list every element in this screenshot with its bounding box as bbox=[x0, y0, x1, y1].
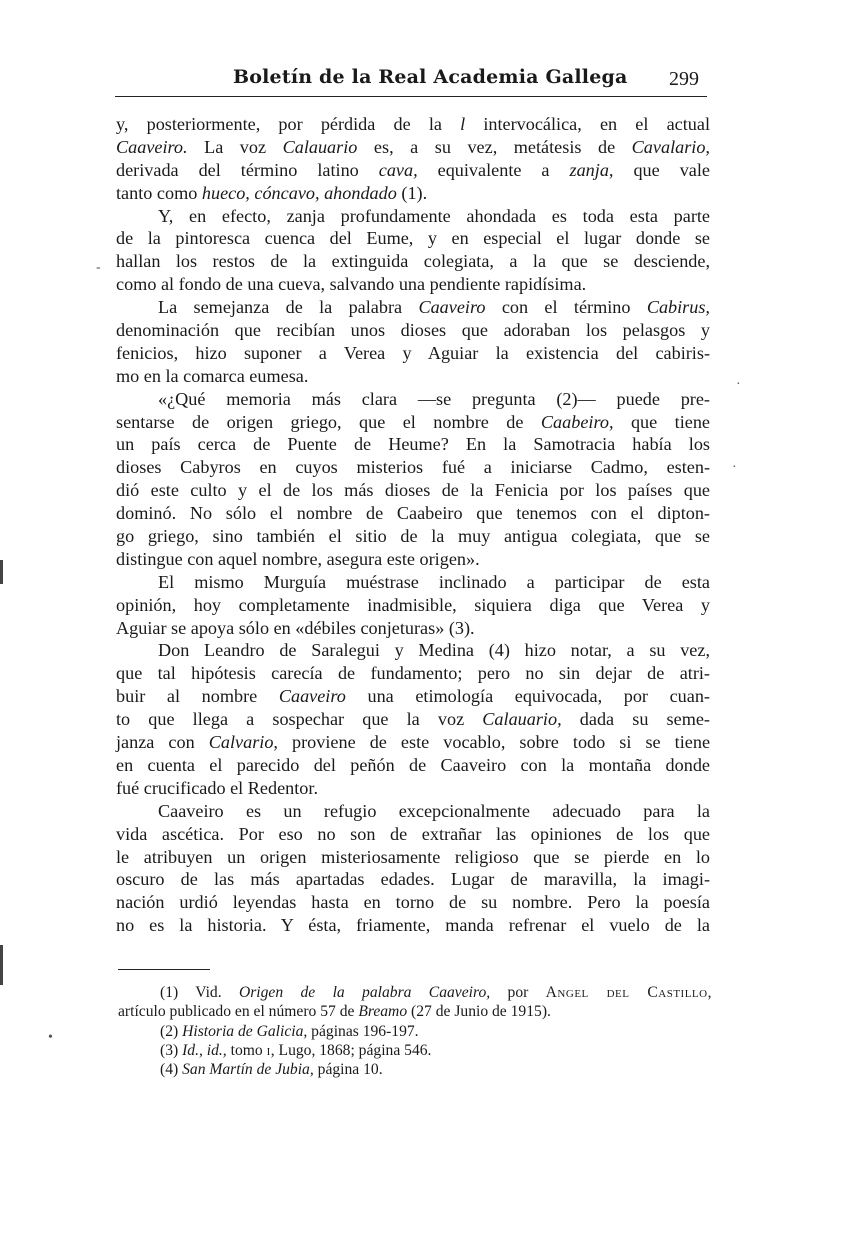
text-run: que tiene bbox=[613, 411, 710, 432]
footnotes bbox=[118, 983, 712, 1079]
text-line bbox=[116, 227, 710, 250]
text-line bbox=[116, 296, 710, 319]
text-run: buir al nombre bbox=[116, 686, 279, 707]
text-line bbox=[116, 685, 710, 708]
text-line bbox=[116, 914, 710, 937]
text-line bbox=[116, 846, 710, 869]
text-line bbox=[116, 113, 710, 136]
text-run: que tal hipótesis carecía de fundamento; pero no sin dejar de atri- bbox=[116, 663, 710, 684]
text-line bbox=[116, 800, 710, 823]
text-run: Id., id., bbox=[182, 1041, 227, 1059]
text-run: dió este culto y el de los más dioses de la Fenicia por los países que bbox=[116, 480, 710, 501]
margin-mark: · bbox=[732, 460, 737, 475]
text-line bbox=[116, 594, 710, 617]
text-line bbox=[116, 754, 710, 777]
text-run: nación urdió leyendas hasta en torno de su nombre. Pero la poesía bbox=[116, 892, 710, 913]
text-run: Origen de la palabra Caaveiro, bbox=[238, 984, 491, 1001]
text-run: (2) bbox=[160, 1022, 183, 1040]
text-line bbox=[116, 411, 710, 434]
text-run: es, a su vez, metátesis de bbox=[357, 136, 632, 157]
footnote-line bbox=[118, 1002, 712, 1021]
running-title: Boletín de la Real Academia Gallega bbox=[233, 66, 628, 88]
text-line bbox=[116, 388, 710, 411]
scan-edge-mark bbox=[0, 945, 3, 985]
text-line bbox=[116, 273, 710, 296]
text-run: Caaveiro bbox=[418, 297, 486, 318]
text-run: La semejanza de la palabra bbox=[158, 297, 419, 318]
text-run: Historia de Galicia, bbox=[182, 1022, 308, 1040]
text-line bbox=[116, 159, 710, 182]
text-run: derivada del término latino bbox=[116, 159, 379, 180]
text-run: mo en la comarca eumesa. bbox=[116, 365, 309, 386]
text-run: fué crucificado el Redentor. bbox=[116, 777, 318, 798]
text-run: Cavalario, bbox=[631, 136, 710, 157]
text-line bbox=[116, 365, 710, 388]
text-line bbox=[116, 250, 710, 273]
text-line bbox=[116, 136, 710, 159]
body-text bbox=[116, 113, 710, 937]
text-run: un país cerca de Puente de Heume? En la Samotracia había los bbox=[116, 434, 710, 455]
text-line bbox=[116, 525, 710, 548]
text-line bbox=[116, 617, 710, 640]
text-run: Aguiar se apoya sólo en «débiles conjeturas» (3). bbox=[116, 617, 475, 638]
text-run: como al fondo de una cueva, salvando una pendiente rapidísima. bbox=[116, 274, 587, 295]
text-run: artículo publicado en el número 57 de bbox=[118, 1003, 359, 1021]
text-run: vida ascética. Por eso no son de extrañar las opiniones de los que bbox=[116, 823, 710, 844]
text-run: opinión, hoy completamente inadmisible, siquiera diga que Verea y bbox=[116, 594, 710, 615]
text-run: Don Leandro de Saralegui y Medina (4) hizo notar, a su vez, bbox=[158, 640, 710, 661]
text-line bbox=[116, 342, 710, 365]
text-run: hallan los restos de la extinguida colegiata, a la que se desciende, bbox=[116, 251, 710, 272]
text-run: , Lugo, 1868; página 546. bbox=[270, 1041, 432, 1059]
text-line bbox=[116, 571, 710, 594]
footnote-line bbox=[118, 983, 712, 1002]
page-number: 299 bbox=[669, 68, 699, 90]
text-run: por bbox=[490, 984, 546, 1001]
text-line bbox=[116, 205, 710, 228]
text-run: Angel del Castillo, bbox=[545, 984, 712, 1001]
text-line bbox=[116, 662, 710, 685]
text-run: proviene de este vocablo, sobre todo si se tiene bbox=[277, 732, 711, 753]
text-run: y, posteriormente, por pérdida de la bbox=[116, 114, 461, 134]
text-run: zanja, bbox=[569, 159, 614, 180]
text-run: página 10. bbox=[313, 1061, 383, 1079]
text-line bbox=[116, 433, 710, 456]
footnote-rule bbox=[118, 969, 210, 970]
text-run: Caaveiro es un refugio excepcionalmente adecuado para la bbox=[158, 800, 710, 821]
text-run: Calauario bbox=[282, 136, 358, 157]
text-run: de la pintoresca cuenca del Eume, y en especial el lugar donde se bbox=[116, 228, 710, 249]
text-run: sentarse de origen griego, que el nombre de bbox=[116, 411, 541, 432]
text-run: San Martín de Jubia, bbox=[182, 1061, 314, 1079]
footnote-line bbox=[118, 1041, 712, 1060]
text-run: una etimología equivocada, por cuan- bbox=[345, 686, 710, 707]
page-header bbox=[115, 62, 707, 98]
text-line bbox=[116, 823, 710, 846]
text-run: go griego, sino también el sitio de la muy antigua colegiata, que se bbox=[116, 526, 710, 547]
text-run: oscuro de las más apartadas edades. Lugar de maravilla, la imagi- bbox=[116, 869, 710, 890]
text-run: dada su seme- bbox=[561, 709, 710, 730]
text-run: Caaveiro bbox=[278, 686, 346, 707]
text-line bbox=[116, 456, 710, 479]
text-run: Y, en efecto, zanja profundamente ahondada es toda esta parte bbox=[158, 205, 710, 226]
header-rule bbox=[115, 96, 707, 97]
text-run: que vale bbox=[613, 159, 710, 180]
text-line bbox=[116, 319, 710, 342]
text-run: (1). bbox=[396, 182, 428, 203]
text-run: tomo bbox=[226, 1041, 267, 1059]
text-run: en cuenta el parecido del peñón de Caaveiro con la montaña donde bbox=[116, 754, 710, 775]
text-run: distingue con aquel nombre, asegura este origen». bbox=[116, 548, 480, 569]
text-run: hueco, cóncavo, ahondado bbox=[201, 182, 397, 203]
text-run: fenicios, hizo suponer a Verea y Aguiar la existencia del cabiris- bbox=[116, 342, 710, 363]
footnote-line bbox=[118, 1022, 712, 1041]
text-line bbox=[116, 708, 710, 731]
text-run: Caabeiro, bbox=[540, 411, 614, 432]
text-run: (4) bbox=[160, 1061, 183, 1079]
text-line bbox=[116, 731, 710, 754]
text-run: denominación que recibían unos dioses que adoraban los pelasgos y bbox=[116, 320, 710, 341]
text-run: no es la historia. Y ésta, friamente, manda refrenar el vuelo de la bbox=[116, 915, 710, 936]
text-run: «¿Qué memoria más clara —se pregunta (2)— puede pre- bbox=[158, 388, 710, 409]
text-run: Calauario, bbox=[482, 709, 562, 730]
text-run: Caaveiro. bbox=[116, 136, 188, 157]
text-run: (27 de Junio de 1915). bbox=[407, 1003, 551, 1021]
text-run: páginas 196-197. bbox=[307, 1022, 419, 1040]
text-run: le atribuyen un origen misteriosamente religioso que se pierde en lo bbox=[116, 846, 710, 867]
text-run: intervocálica, en el actual bbox=[465, 114, 710, 134]
text-run: El mismo Murguía muéstrase inclinado a participar de esta bbox=[158, 571, 710, 592]
text-line bbox=[116, 777, 710, 800]
text-run: Calvario, bbox=[208, 732, 278, 753]
text-run: to que llega a sospechar que la voz bbox=[116, 709, 483, 730]
text-line bbox=[116, 182, 710, 205]
margin-mark: - bbox=[96, 260, 101, 275]
text-run: (3) bbox=[160, 1041, 183, 1059]
text-run: l bbox=[460, 114, 466, 134]
text-run: tanto como bbox=[116, 182, 202, 203]
text-run: i bbox=[266, 1041, 271, 1059]
text-line bbox=[116, 868, 710, 891]
scan-edge-mark bbox=[0, 560, 3, 584]
text-run: janza con bbox=[116, 732, 209, 753]
margin-mark: • bbox=[48, 1030, 53, 1045]
text-run: equivalente a bbox=[417, 159, 570, 180]
text-run: cava, bbox=[378, 159, 418, 180]
text-run: dioses Cabyros en cuyos misterios fué a iniciarse Cadmo, esten- bbox=[116, 457, 710, 478]
text-run: La voz bbox=[187, 136, 283, 157]
text-line bbox=[116, 548, 710, 571]
text-run: con el término bbox=[485, 297, 647, 318]
text-line bbox=[116, 891, 710, 914]
footnote-line bbox=[118, 1060, 712, 1079]
margin-mark: · bbox=[736, 377, 741, 392]
text-line bbox=[116, 639, 710, 662]
text-run: (1) Vid. bbox=[160, 984, 239, 1001]
text-line bbox=[116, 479, 710, 502]
text-run: Breamo bbox=[358, 1003, 408, 1021]
text-run: Cabirus, bbox=[646, 297, 710, 318]
text-line bbox=[116, 502, 710, 525]
text-run: dominó. No sólo el nombre de Caabeiro que tenemos con el dipton- bbox=[116, 503, 710, 524]
